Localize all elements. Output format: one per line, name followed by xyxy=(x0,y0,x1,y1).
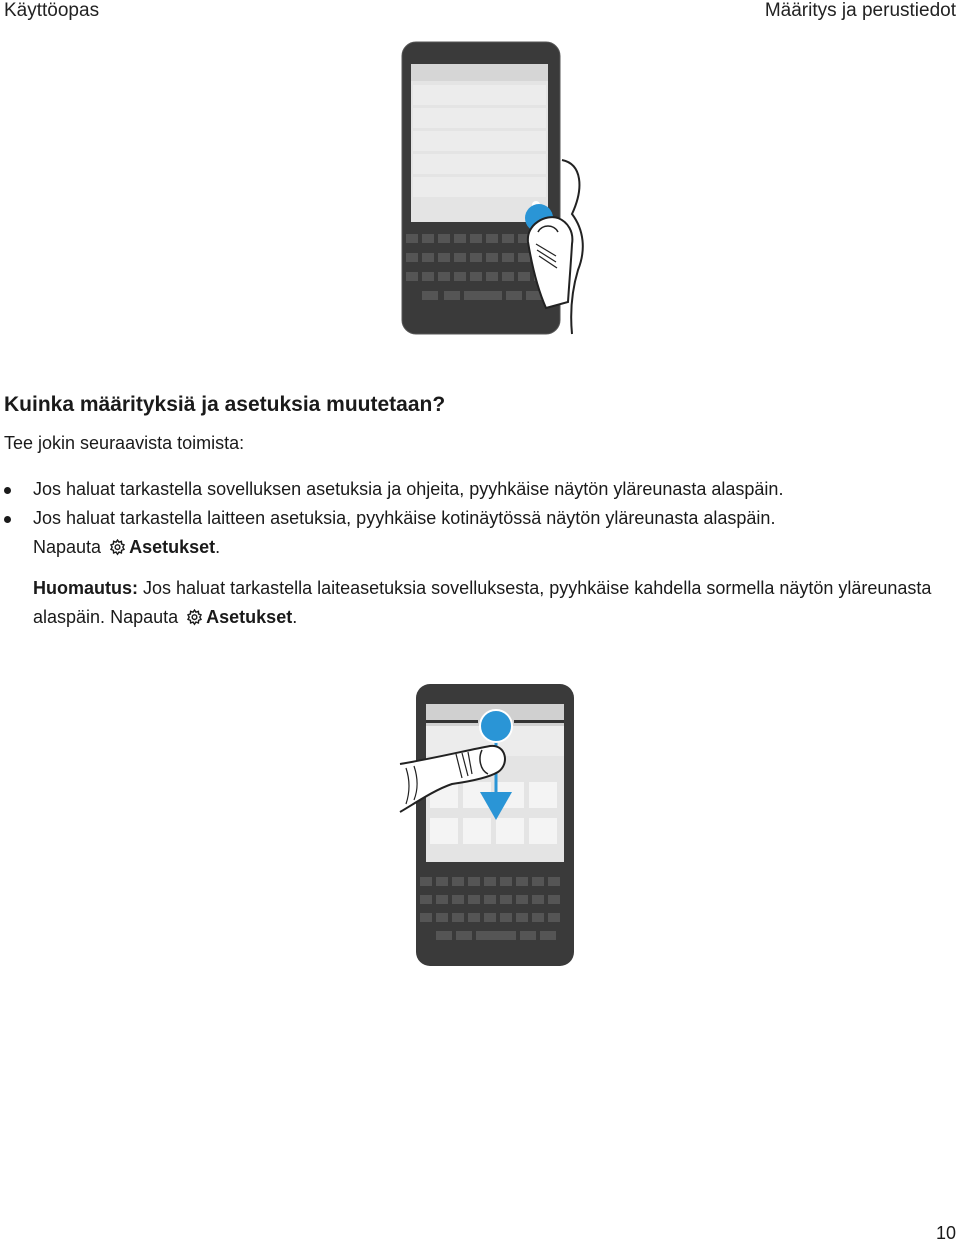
bullet-icon xyxy=(4,516,11,523)
gear-icon xyxy=(109,539,126,556)
sentence-end: . xyxy=(215,537,221,557)
list-item-text: Jos haluat tarkastella laitteen asetuksia, pyyhkäise kotinäytössä näytön yläreunasta alaspäin. xyxy=(33,508,776,528)
instruction-list xyxy=(4,475,954,562)
page-number: 10 xyxy=(935,1223,956,1243)
running-header-right: Määritys ja perustiedot xyxy=(764,0,956,21)
swipe-down-from-top-of-home-screen-illustration xyxy=(396,680,582,970)
note-paragraph xyxy=(33,574,953,632)
intro-text: Tee jokin seuraavista toimista: xyxy=(4,433,245,453)
sentence-end: . xyxy=(292,607,298,627)
note-label: Huomautus: xyxy=(33,578,138,598)
list-item xyxy=(4,475,954,504)
bullet-icon xyxy=(4,487,11,494)
list-item-text: Jos haluat tarkastella sovelluksen asetuksia ja ohjeita, pyyhkäise näytön yläreunasta alaspäin. xyxy=(33,479,784,499)
tap-instruction: Napauta xyxy=(33,537,102,557)
settings-label: Asetukset xyxy=(206,607,293,627)
tap-instruction: Napauta xyxy=(110,607,179,627)
section-title: Kuinka määrityksiä ja asetuksia muutetaan? xyxy=(4,393,446,416)
running-header-left: Käyttöopas xyxy=(4,0,100,21)
gear-icon xyxy=(186,609,203,626)
swipe-down-from-top-edge-of-app-illustration xyxy=(396,38,586,338)
note-text: Jos haluat tarkastella laiteasetuksia sovelluksesta, pyyhkäise kahdella sormella näytön yläreunasta alaspäin. xyxy=(33,578,932,627)
list-item xyxy=(4,504,954,562)
settings-label: Asetukset xyxy=(129,537,216,557)
